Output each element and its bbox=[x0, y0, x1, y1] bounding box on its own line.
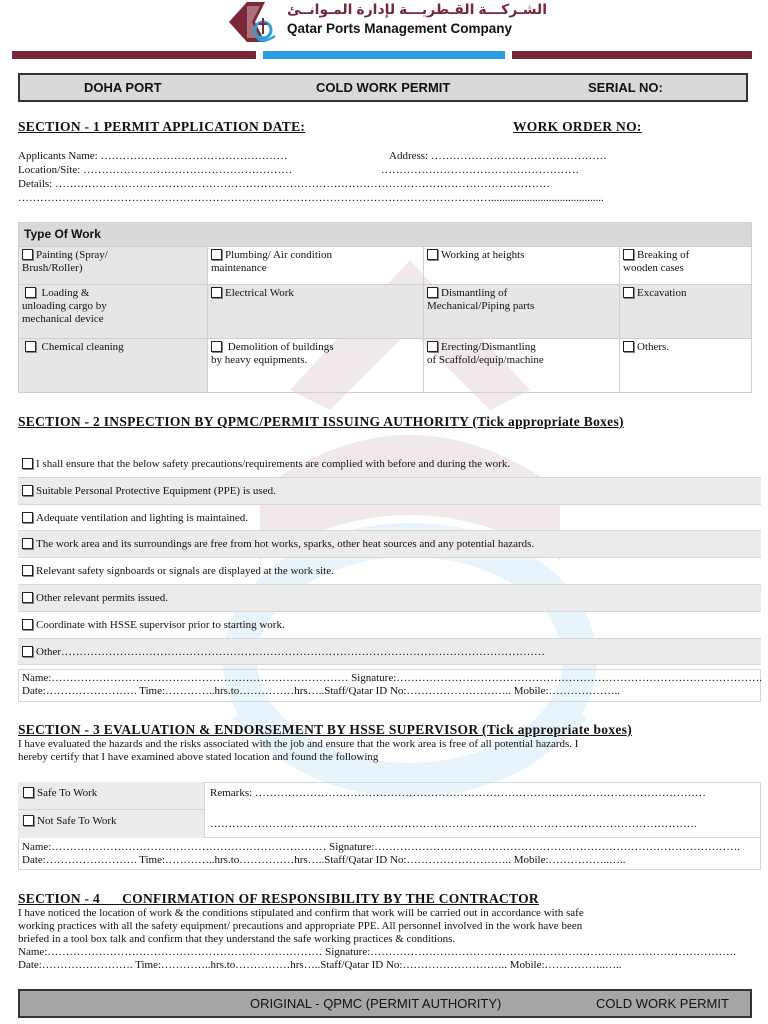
checkbox-icon[interactable] bbox=[623, 287, 634, 298]
evaluation-divider bbox=[204, 782, 205, 838]
checklist-item[interactable]: Other relevant permits issued. bbox=[18, 585, 761, 612]
footer-permit-label: COLD WORK PERMIT bbox=[596, 996, 729, 1011]
checkbox-icon[interactable] bbox=[22, 512, 33, 523]
section3-statement-continued: hereby certify that I have examined above stated location and found the following bbox=[18, 751, 379, 763]
permit-title: COLD WORK PERMIT bbox=[316, 80, 451, 95]
section2-date-time-field[interactable]: Date:……………………. Time:…………..hrs.to……………hrs…..Staff/Qatar ID No:……………………….. Mobile:……………….. bbox=[22, 685, 621, 697]
checkbox-icon[interactable] bbox=[211, 341, 222, 352]
checklist-item[interactable]: Suitable Personal Protective Equipment (PPE) is used. bbox=[18, 478, 761, 505]
work-type-chemical-cleaning[interactable]: Chemical cleaning bbox=[19, 339, 208, 393]
footer-copy-label: ORIGINAL - QPMC (PERMIT AUTHORITY) bbox=[250, 996, 502, 1011]
work-type-breaking-wooden-cases[interactable]: Breaking of wooden cases bbox=[620, 247, 752, 285]
checklist-item[interactable]: I shall ensure that the below safety precautions/requirements are complied with before and during the work. bbox=[18, 451, 761, 478]
checkbox-icon[interactable] bbox=[427, 249, 438, 260]
location-field-continued[interactable]: ……………………………………………… bbox=[381, 164, 579, 176]
company-name: Qatar Ports Management Company bbox=[287, 21, 513, 36]
checkbox-icon[interactable] bbox=[211, 287, 222, 298]
checkbox-icon[interactable] bbox=[22, 592, 33, 603]
section4-statement-line: briefed in a tool box talk and confirm that they understand the safe working practices & conditions. bbox=[18, 933, 456, 945]
checklist-item[interactable]: Coordinate with HSSE supervisor prior to starting work. bbox=[18, 612, 761, 639]
section1-title: SECTION - 1 PERMIT APPLICATION DATE: bbox=[18, 119, 306, 134]
header-bar-middle bbox=[263, 51, 505, 59]
checklist-item[interactable]: Adequate ventilation and lighting is maintained. bbox=[18, 505, 761, 532]
company-name-arabic: الشـركـــة القـطريـــة لإدارة المـوانــئ bbox=[287, 1, 548, 17]
work-type-loading-unloading[interactable]: Loading & unloading cargo by mechanical device bbox=[19, 285, 208, 339]
section3-date-time-field[interactable]: Date:……………………. Time:…………..hrs.to……………hrs…..Staff/Qatar ID No:……………………….. Mobile:……………..….. bbox=[22, 854, 626, 866]
title-bar bbox=[18, 73, 748, 102]
work-type-excavation[interactable]: Excavation bbox=[620, 285, 752, 339]
work-type-painting[interactable]: Painting (Spray/ Brush/Roller) bbox=[19, 247, 208, 285]
checkbox-icon[interactable] bbox=[623, 249, 634, 260]
not-safe-to-work-option[interactable]: Not Safe To Work bbox=[18, 810, 204, 838]
checkbox-icon[interactable] bbox=[23, 787, 34, 798]
checkbox-icon[interactable] bbox=[211, 249, 222, 260]
checkbox-icon[interactable] bbox=[22, 485, 33, 496]
checkbox-icon[interactable] bbox=[25, 287, 36, 298]
section3-name-signature-field[interactable]: Name:………………………………………………………………… Signature:………………………………………………………………………………………. bbox=[22, 841, 741, 853]
checklist-item-other[interactable]: Other…………………………………………………………………………………………………………………… bbox=[18, 639, 761, 666]
work-type-plumbing[interactable]: Plumbing/ Air condition maintenance bbox=[208, 247, 424, 285]
address-field[interactable]: Address: ………………………………………… bbox=[389, 150, 607, 162]
type-of-work-table bbox=[18, 222, 752, 393]
checkbox-icon[interactable] bbox=[22, 646, 33, 657]
section4-statement-line: working practices with all the safety equipment/ precautions and appropriate PPE. All personnel involved in the work have been bbox=[18, 920, 583, 932]
work-type-electrical[interactable]: Electrical Work bbox=[208, 285, 424, 339]
checkbox-icon[interactable] bbox=[22, 619, 33, 630]
section4-date-time-field[interactable]: Date:……………………. Time:…………..hrs.to……………hrs…..Staff/Qatar ID No:……………………….. Mobile:……………..….. bbox=[18, 959, 622, 971]
checkbox-icon[interactable] bbox=[22, 249, 33, 260]
work-order-label: WORK ORDER NO: bbox=[513, 119, 642, 134]
checkbox-icon[interactable] bbox=[25, 341, 36, 352]
checklist-item[interactable]: Relevant safety signboards or signals are displayed at the work site. bbox=[18, 558, 761, 585]
checkbox-icon[interactable] bbox=[427, 341, 438, 352]
checkbox-icon[interactable] bbox=[623, 341, 634, 352]
details-field[interactable]: Details: ……………………………………………………………………………………………………………………… bbox=[18, 178, 550, 190]
remarks-field[interactable]: Remarks: …………………………………………………………………………………………………………… bbox=[210, 787, 706, 799]
section4-name-signature-field[interactable]: Name:………………………………………………………………… Signature:………………………………………………………………………………………. bbox=[18, 946, 737, 958]
checkbox-icon[interactable] bbox=[22, 565, 33, 576]
header-bar-right bbox=[512, 51, 752, 59]
section4-title: SECTION - 4 CONFIRMATION OF RESPONSIBILITY BY THE CONTRACTOR bbox=[18, 891, 539, 906]
section3-statement: I have evaluated the hazards and the risks associated with the job and ensure that the work area is free of all potential hazards. I bbox=[18, 738, 579, 750]
work-type-erecting-scaffold[interactable]: Erecting/Dismantling of Scaffold/equip/machine bbox=[424, 339, 620, 393]
serial-label: SERIAL NO: bbox=[588, 80, 663, 95]
checkbox-icon[interactable] bbox=[427, 287, 438, 298]
type-of-work-header: Type Of Work bbox=[19, 223, 752, 247]
location-field[interactable]: Location/Site: ………………………………………………… bbox=[18, 164, 293, 176]
details-field-continued[interactable]: …………………………………………………………………………………………………………………......................................... bbox=[18, 192, 604, 204]
section4-statement-line: I have noticed the location of work & the conditions stipulated and confirm that work will be carried out in accordance with safe bbox=[18, 907, 584, 919]
work-type-dismantling-mechanical[interactable]: Dismantling of Mechanical/Piping parts bbox=[424, 285, 620, 339]
checkbox-icon[interactable] bbox=[22, 538, 33, 549]
header-bar-left bbox=[12, 51, 256, 59]
remarks-field-continued[interactable]: ……………………………………………………………………………………………………………………. bbox=[210, 818, 697, 830]
applicant-name-field[interactable]: Applicants Name: …………………………………………… bbox=[18, 150, 288, 162]
section2-title: SECTION - 2 INSPECTION BY QPMC/PERMIT ISSUING AUTHORITY (Tick appropriate Boxes) bbox=[18, 414, 624, 429]
work-type-demolition[interactable]: Demolition of buildings by heavy equipments. bbox=[208, 339, 424, 393]
qpmc-logo-icon bbox=[225, 0, 283, 46]
checklist-item[interactable]: The work area and its surroundings are free from hot works, sparks, other heat sources and any potential hazards. bbox=[18, 531, 761, 558]
footer-bar bbox=[18, 989, 752, 1018]
inspection-checklist bbox=[18, 451, 761, 665]
section3-title: SECTION - 3 EVALUATION & ENDORSEMENT BY HSSE SUPERVISOR (Tick appropriate boxes) bbox=[18, 722, 633, 737]
work-type-working-at-heights[interactable]: Working at heights bbox=[424, 247, 620, 285]
safe-to-work-option[interactable]: Safe To Work bbox=[18, 782, 204, 810]
work-type-others[interactable]: Others. bbox=[620, 339, 752, 393]
checkbox-icon[interactable] bbox=[23, 815, 34, 826]
port-name: DOHA PORT bbox=[84, 80, 162, 95]
section2-name-signature-field[interactable]: Name:……………………………………………………………………… Signature:………………………………………………………………………………………. bbox=[22, 672, 763, 684]
checkbox-icon[interactable] bbox=[22, 458, 33, 469]
